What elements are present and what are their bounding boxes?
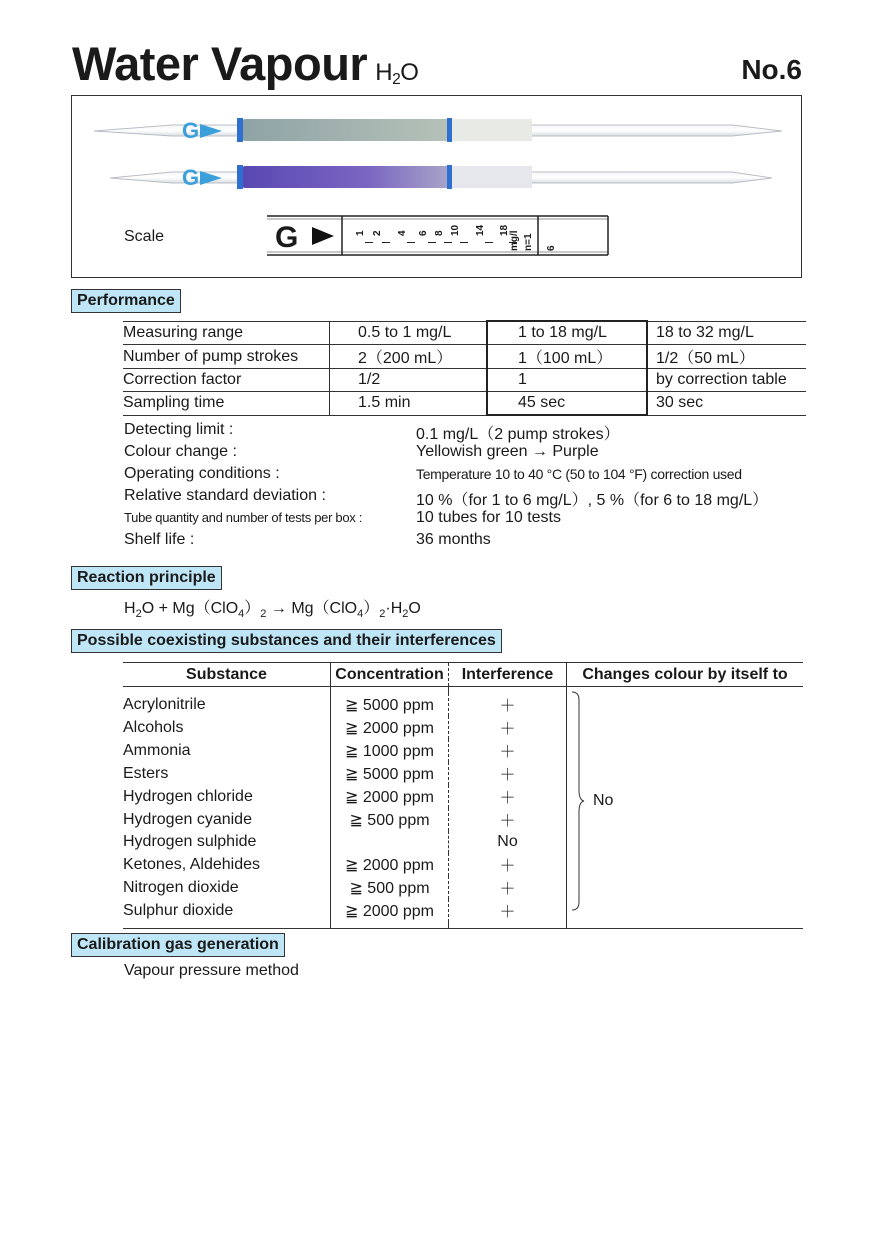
substance-interference: ＋ <box>449 739 567 762</box>
performance-table <box>123 320 806 416</box>
table-row <box>123 762 803 785</box>
changes-cell <box>567 693 804 716</box>
eq-part: H <box>124 600 136 617</box>
substance-interference: ＋ <box>449 785 567 808</box>
perf-col2: 1 to 18 mg/L <box>487 321 647 345</box>
eq-sub: 2 <box>260 608 267 621</box>
substance-concentration: ≧ 1000 ppm <box>331 739 449 762</box>
eq-sub: 2 <box>135 608 142 621</box>
substance-name: Hydrogen sulphide <box>123 831 331 853</box>
col-header-interference: Interference <box>449 663 567 687</box>
changes-cell <box>567 831 804 853</box>
title-formula <box>375 59 418 86</box>
changes-cell <box>567 876 804 899</box>
svg-text:G: G <box>182 118 200 143</box>
table-row <box>123 345 806 369</box>
substance-concentration: ≧ 500 ppm <box>331 876 449 899</box>
scale-tick-label: 2 <box>372 230 383 236</box>
substance-interference: ＋ <box>449 853 567 876</box>
substance-concentration: ≧ 5000 ppm <box>331 762 449 785</box>
scale-marks <box>72 96 803 279</box>
perf-col1: 1.5 min <box>330 392 488 416</box>
substance-concentration: ≧ 500 ppm <box>331 808 449 831</box>
substances-table <box>123 662 803 929</box>
scale-tick-label: 18 <box>499 224 510 236</box>
perf-label: Measuring range <box>123 321 330 345</box>
col-header-changes-colour: Changes colour by itself to <box>567 663 804 687</box>
perf-col3: 1/2（50 mL） <box>647 345 806 369</box>
substance-interference: ＋ <box>449 716 567 739</box>
perf-col2: 1 <box>487 369 647 392</box>
scale-tick-label: 1 <box>355 230 366 236</box>
perf-col1: 0.5 to 1 mg/L <box>330 321 488 345</box>
eq-sub: 4 <box>238 608 245 621</box>
table-row <box>123 392 806 416</box>
spec-value: 10 %（for 1 to 6 mg/L）, 5 %（for 6 to 18 mg/L） <box>416 492 769 509</box>
table-row <box>123 369 806 392</box>
table-row <box>123 739 803 762</box>
formula-sub: 2 <box>392 70 401 88</box>
eq-sub: 4 <box>357 608 364 621</box>
perf-col2: 45 sec <box>487 392 647 416</box>
substance-name: Nitrogen dioxide <box>123 876 331 899</box>
substance-concentration: ≧ 2000 ppm <box>331 853 449 876</box>
scale-tick <box>460 242 468 243</box>
scale-tail-label: 6 <box>546 245 557 251</box>
table-row <box>123 321 806 345</box>
table-row <box>123 785 803 808</box>
spec-label: Detecting limit : <box>124 421 234 438</box>
spec-label: Shelf life : <box>124 531 195 548</box>
section-interferences: Possible coexisting substances and their interferences <box>71 629 502 653</box>
formula-h: H <box>375 59 393 86</box>
perf-label: Sampling time <box>123 392 330 416</box>
col-header-concentration: Concentration <box>331 663 449 687</box>
spec-value: 36 months <box>416 531 491 548</box>
scale-tick <box>382 242 390 243</box>
perf-col1: 2（200 mL） <box>330 345 488 369</box>
scale-tick-label: 10 <box>450 224 461 236</box>
table-row <box>123 716 803 739</box>
eq-sub: 2 <box>402 608 409 621</box>
table-row <box>123 831 803 853</box>
spacer-row <box>123 922 803 929</box>
section-reaction: Reaction principle <box>71 566 222 590</box>
scale-tick <box>428 242 436 243</box>
spec-label: Colour change : <box>124 443 237 460</box>
changes-colour-value: No <box>593 792 614 809</box>
eq-part: O + Mg（ClO <box>141 600 239 617</box>
table-row <box>123 808 803 831</box>
scale-strokes-label: n=1 <box>523 233 534 251</box>
spec-value: Yellowish green → Purple <box>416 443 599 460</box>
spec-value: Temperature 10 to 40 °C (50 to 104 °F) correction used <box>416 466 742 482</box>
table-row <box>123 876 803 899</box>
substance-name: Hydrogen cyanide <box>123 808 331 831</box>
spec-label: Tube quantity and number of tests per box : <box>124 510 363 525</box>
changes-cell <box>567 716 804 739</box>
perf-col3: 30 sec <box>647 392 806 416</box>
substance-concentration: ≧ 2000 ppm <box>331 899 449 922</box>
perf-label: Number of pump strokes <box>123 345 330 369</box>
scale-tick-label: 4 <box>397 230 408 236</box>
brace-icon <box>570 690 586 912</box>
eq-part: → Mg（ClO <box>266 600 358 617</box>
document-number: No.6 <box>741 54 802 85</box>
eq-sub: 2 <box>379 608 386 621</box>
table-header-row <box>123 663 803 687</box>
substance-name: Ammonia <box>123 739 331 762</box>
eq-part: ） <box>244 600 261 617</box>
substance-interference: ＋ <box>449 899 567 922</box>
col-header-substance: Substance <box>123 663 331 687</box>
table-row <box>123 853 803 876</box>
substance-concentration: ≧ 5000 ppm <box>331 693 449 716</box>
substance-interference: ＋ <box>449 693 567 716</box>
formula-o: O <box>400 59 419 86</box>
svg-text:G: G <box>182 165 200 190</box>
spec-label: Relative standard deviation : <box>124 487 326 504</box>
changes-cell <box>567 853 804 876</box>
scale-tick-label: 14 <box>475 224 486 236</box>
table-row <box>123 899 803 922</box>
scale-tick <box>485 242 493 243</box>
substance-interference: ＋ <box>449 808 567 831</box>
substance-concentration: ≧ 2000 ppm <box>331 785 449 808</box>
scale-tick-label: 6 <box>418 230 429 236</box>
tube-figure <box>71 95 802 278</box>
substance-concentration <box>331 831 449 853</box>
substance-name: Ketones, Aldehides <box>123 853 331 876</box>
scale-tick-label: 8 <box>434 230 445 236</box>
substance-concentration: ≧ 2000 ppm <box>331 716 449 739</box>
scale-tick <box>365 242 373 243</box>
page-title <box>72 36 418 91</box>
perf-col3: 18 to 32 mg/L <box>647 321 806 345</box>
eq-part: ·H <box>385 600 403 617</box>
spec-label: Operating conditions : <box>124 465 280 482</box>
changes-cell <box>567 739 804 762</box>
substance-name: Acrylonitrile <box>123 693 331 716</box>
substance-interference: ＋ <box>449 876 567 899</box>
table-row <box>123 693 803 716</box>
eq-part: ） <box>363 600 380 617</box>
reaction-equation <box>124 595 421 620</box>
scale-tick <box>444 242 452 243</box>
perf-col3: by correction table <box>647 369 806 392</box>
substance-name: Alcohols <box>123 716 331 739</box>
substance-name: Sulphur dioxide <box>123 899 331 922</box>
substance-name: Hydrogen chloride <box>123 785 331 808</box>
title-text: Water Vapour <box>72 37 368 90</box>
calibration-method: Vapour pressure method <box>124 962 299 979</box>
perf-col2: 1（100 mL） <box>487 345 647 369</box>
scale-unit-label: mg/l <box>509 230 520 251</box>
scale-logo-g: G <box>275 221 299 254</box>
substance-name: Esters <box>123 762 331 785</box>
substance-interference: ＋ <box>449 762 567 785</box>
eq-part: O <box>408 600 421 617</box>
spec-value: 10 tubes for 10 tests <box>416 509 561 526</box>
perf-label: Correction factor <box>123 369 330 392</box>
changes-cell <box>567 899 804 922</box>
perf-col1: 1/2 <box>330 369 488 392</box>
changes-cell <box>567 762 804 785</box>
spec-value: 0.1 mg/L（2 pump strokes） <box>416 426 620 443</box>
section-performance: Performance <box>71 289 181 313</box>
section-calibration: Calibration gas generation <box>71 933 285 957</box>
scale-tick <box>407 242 415 243</box>
changes-cell <box>567 808 804 831</box>
scale-label: Scale <box>124 228 165 245</box>
substance-interference: No <box>449 831 567 853</box>
